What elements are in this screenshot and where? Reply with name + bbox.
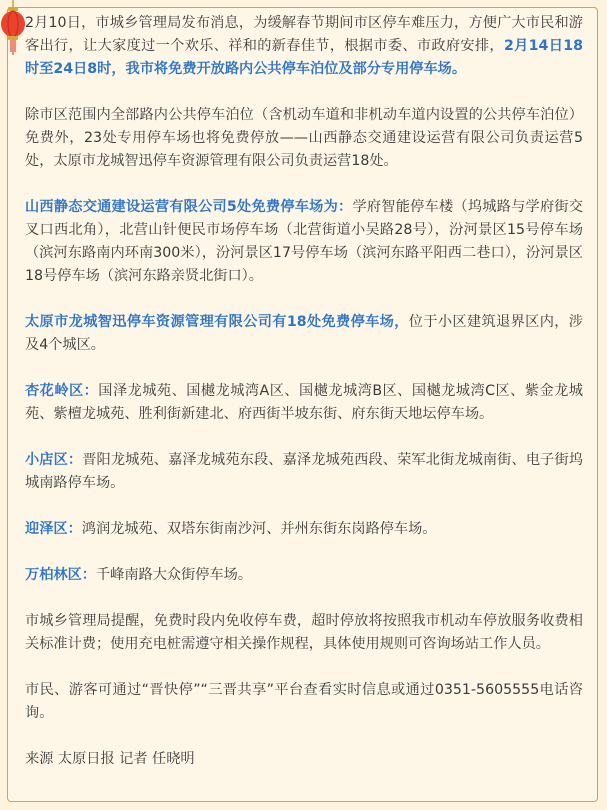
body-text: 晋阳龙城苑、嘉泽龙城苑东段、嘉泽龙城苑西段、荣军北街龙城南街、电子街坞城南路停车场。 [25, 452, 583, 491]
highlight-text: 万柏林区： [25, 567, 96, 583]
paragraph-p7 [25, 518, 583, 541]
lantern-icon [0, 0, 26, 60]
highlight-text: 2月14日18时至24日8时，我市将免费开放路内公共停车泊位及部分专用停车场。 [25, 38, 583, 77]
body-text: 2月10日，市城乡管理局发布消息，为缓解春节期间市区停车难压力，方便广大市民和游客出行，让大家度过一个欢乐、祥和的新春佳节，根据市委、市政府安排， [25, 15, 583, 54]
highlight-text: 迎泽区： [25, 521, 82, 537]
paragraph-p1 [25, 12, 583, 81]
body-text: 位于小区建筑退界区内，涉及4个城区。 [25, 314, 583, 353]
paragraph-p9 [25, 610, 583, 656]
highlight-text: 杏花岭区： [25, 383, 99, 399]
paragraph-p3 [25, 196, 583, 288]
paragraph-p2 [25, 104, 583, 173]
paragraph-p5 [25, 380, 583, 426]
paragraph-p10 [25, 679, 583, 725]
body-text: 除市区范围内全部路内公共停车泊位（含机动车道和非机动车道内设置的公共停车泊位）免费外，23处专用停车场也将免费停放——山西静态交通建设运营有限公司负责运营5处，太原市龙城智迅停车资源管理有限公司负责运营18处。 [25, 107, 583, 169]
paragraph-p4 [25, 311, 583, 357]
highlight-text: 小店区： [25, 452, 83, 468]
article-body [25, 12, 583, 794]
body-text: 市城乡管理局提醒，免费时段内免收停车费，超时停放将按照我市机动车停放服务收费相关标准计费；使用充电桩需遵守相关操作规程，具体使用规则可咨询场站工作人员。 [25, 613, 583, 652]
body-text: 学府智能停车楼（坞城路与学府街交叉口西北角），北营山针便民市场停车场（北营街道小吴路28号），汾河景区15号停车场（滨河东路南内环南300米），汾河景区17号停车场（滨河东路平阳西二巷口），汾河景区18号停车场（滨河东路亲贤北街口）。 [25, 199, 583, 284]
body-text: 市民、游客可通过“晋快停”“三晋共享”平台查看实时信息或通过0351-5605555电话咨询。 [25, 682, 583, 721]
highlight-text: 太原市龙城智迅停车资源管理有限公司有18处免费停车场， [25, 314, 409, 330]
body-text: 鸿润龙城苑、双塔东街南沙河、并州东街东岗路停车场。 [81, 521, 437, 537]
paragraph-p6 [25, 449, 583, 495]
body-text: 千峰南路大众街停车场。 [95, 567, 253, 583]
source-line: 来源 太原日报 记者 任晓明 [25, 751, 195, 767]
paragraph-p8 [25, 564, 583, 587]
highlight-text: 山西静态交通建设运营有限公司5处免费停车场为： [25, 199, 353, 215]
paragraph-list [25, 12, 583, 725]
body-text: 国泽龙城苑、国樾龙城湾A区、国樾龙城湾B区、国樾龙城湾C区、紫金龙城苑、紫檀龙城苑、胜利街新建北、府西街半坡东街、府东街天地坛停车场。 [25, 383, 583, 422]
